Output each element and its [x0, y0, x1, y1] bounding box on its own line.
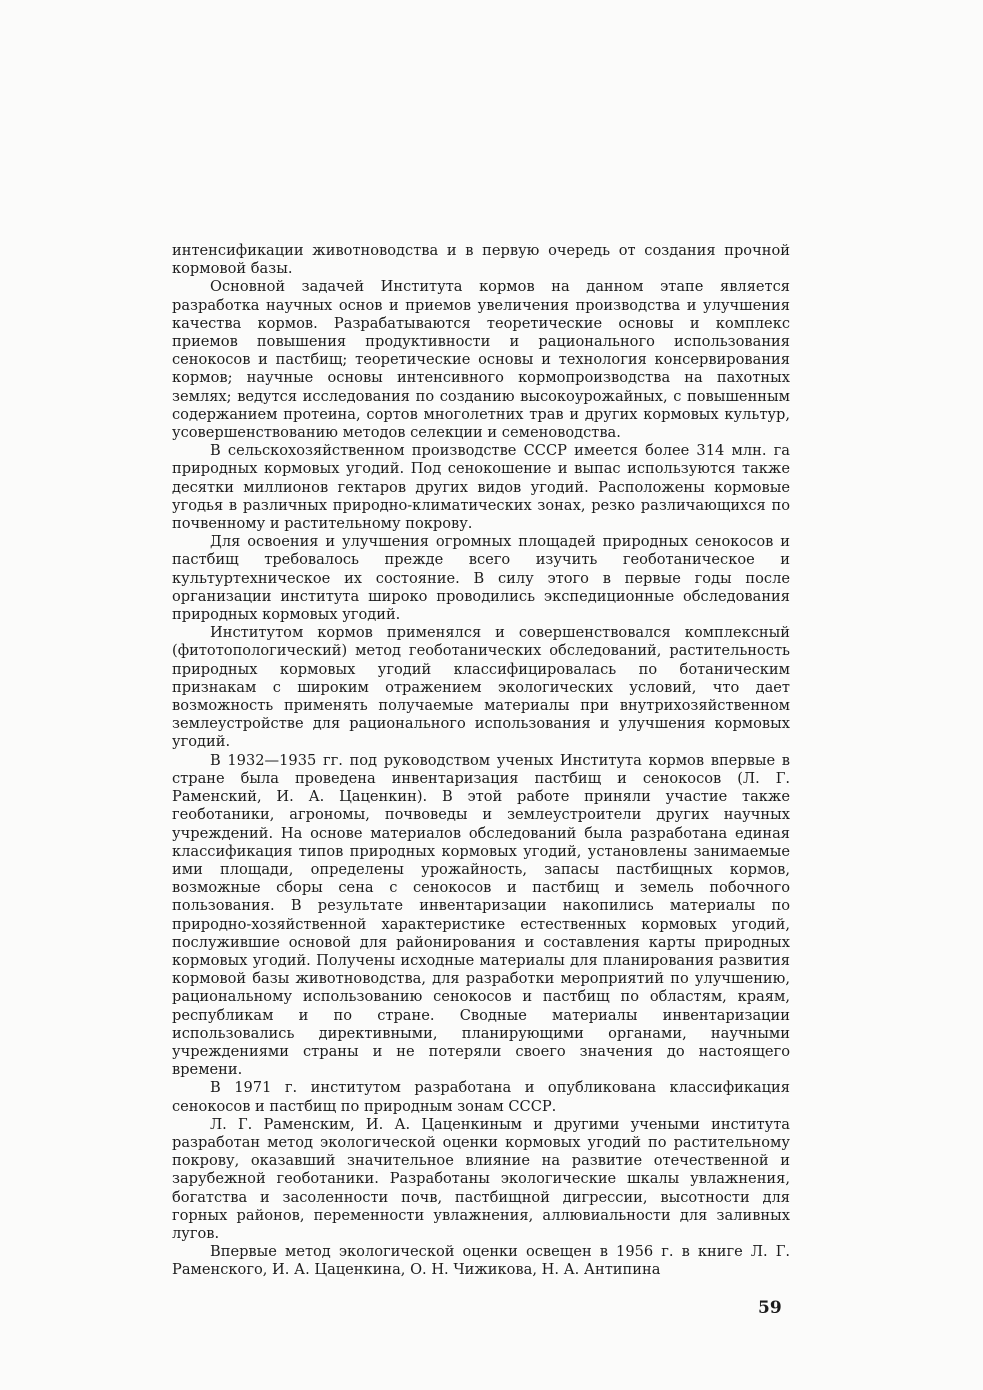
paragraph-5: Институтом кормов применялся и совершенствовался комплексный (фитотопологический) метод геоботанических обследований, растительность природных кормовых угодий классифицировалась по ботаническим признакам с широким отражением экологических условий, что дает возможность применять получаемые материалы при внутрихозяйственном землеустройстве для рационального использования и улучшения кормовых угодий. [172, 624, 790, 751]
paragraph-2: Основной задачей Института кормов на данном этапе является разработка научных основ и приемов увеличения производства и улучшения качества кормов. Разрабатываются теоретические основы и комплекс приемов повышения продуктивности и рационального использования сенокосов и пастбищ; теоретические основы и технология консервирования кормов; научные основы интенсивного кормопроизводства на пахотных землях; ведутся исследования по созданию высокоурожайных, с повышенным содержанием протеина, сортов многолетних трав и других кормовых культур, усовершенствованию методов селекции и семеноводства. [172, 278, 790, 442]
page-number: 59 [758, 1298, 782, 1318]
paragraph-3: В сельскохозяйственном производстве СССР имеется более 314 млн. га природных кормовых угодий. Под сенокошение и выпас используются также десятки миллионов гектаров других видов угодий. Расположены кормовые угодья в различных природно-климатических зонах, резко различающихся по почвенному и растительному покрову. [172, 442, 790, 533]
paragraph-4: Для освоения и улучшения огромных площадей природных сенокосов и пастбищ требовалось прежде всего изучить геоботаническое и культуртехническое их состояние. В силу этого в первые годы после организации института широко проводились экспедиционные обследования природных кормовых угодий. [172, 533, 790, 624]
paragraph-7: В 1971 г. институтом разработана и опубликована классификация сенокосов и пастбищ по природным зонам СССР. [172, 1079, 790, 1115]
body-text [172, 242, 790, 1280]
paragraph-6: В 1932—1935 гг. под руководством ученых Института кормов впервые в стране была проведена инвентаризация пастбищ и сенокосов (Л. Г. Раменский, И. А. Цаценкин). В этой работе приняли участие также геоботаники, агрономы, почвоведы и землеустроители других научных учреждений. На основе материалов обследований была разработана единая классификация типов природных кормовых угодий, установлены занимаемые ими площади, определены урожайность, запасы пастбищных кормов, возможные сборы сена с сенокосов и пастбищ и земель побочного пользования. В результате инвентаризации накопились материалы по природно-хозяйственной характеристике естественных кормовых угодий, послужившие основой для районирования и составления карты природных кормовых угодий. Получены исходные материалы для планирования развития кормовой базы животноводства, для разработки мероприятий по улучшению, рациональному использованию сенокосов и пастбищ по областям, краям, республикам и по стране. Сводные материалы инвентаризации использовались директивными, планирующими органами, научными учреждениями страны и не потеряли своего значения до настоящего времени. [172, 751, 790, 1079]
paragraph-8: Л. Г. Раменским, И. А. Цаценкиным и другими учеными института разработан метод экологической оценки кормовых угодий по растительному покрову, оказавший значительное влияние на развитие отечественной и зарубежной геоботаники. Разработаны экологические шкалы увлажнения, богатства и засоленности почв, пастбищной дигрессии, высотности для горных районов, переменности увлажнения, аллювиальности для заливных лугов. [172, 1115, 790, 1242]
paragraph-9: Впервые метод экологической оценки освещен в 1956 г. в книге Л. Г. Раменского, И. А. Цаценкина, О. Н. Чижикова, Н. А. Антипина [172, 1243, 790, 1279]
paragraph-1: интенсификации животноводства и в первую очередь от создания прочной кормовой базы. [172, 242, 790, 278]
